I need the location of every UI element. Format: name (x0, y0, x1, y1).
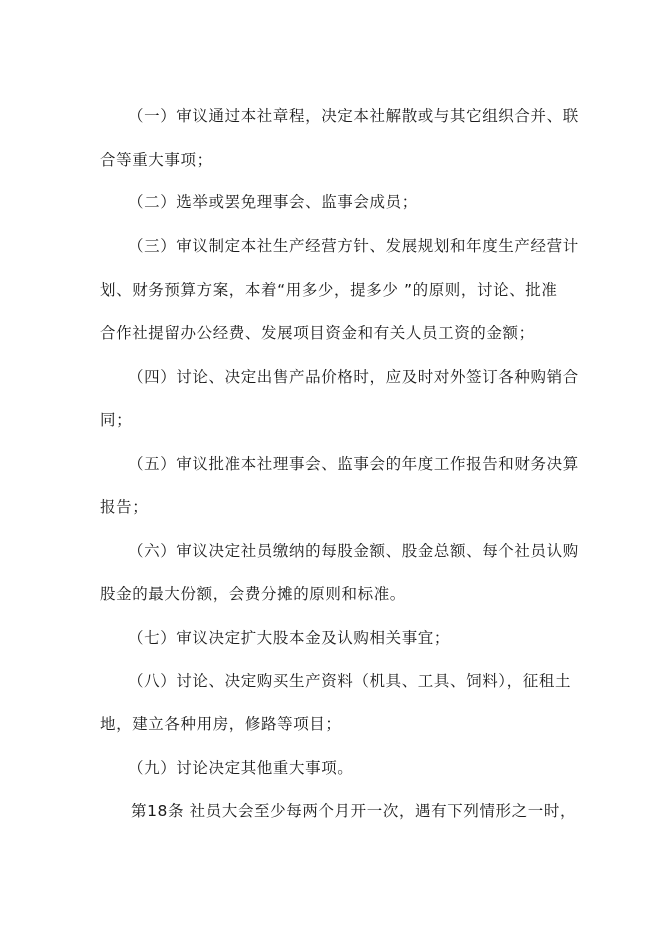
item-8-line-1: （八）讨论、决定购买生产资料（机具、工具、饲料），征租土 (128, 672, 572, 690)
item-5-line-2: 报告； (100, 498, 149, 516)
item-3-line-1: （三）审议制定本社生产经营方针、发展规划和年度生产经营计 (128, 237, 579, 255)
item-5-line-1: （五）审议批准本社理事会、监事会的年度工作报告和财务决算 (128, 455, 579, 473)
item-3-line-3: 合作社提留办公经费、发展项目资金和有关人员工资的金额； (100, 324, 535, 342)
item-9-line-1: （九）讨论决定其他重大事项。 (128, 759, 354, 777)
item-2-line-1: （二）选举或罢免理事会、监事会成员； (128, 193, 418, 211)
item-6-line-1: （六）审议决定社员缴纳的每股金额、股金总额、每个社员认购 (128, 542, 579, 560)
item-8-line-2: 地，建立各种用房，修路等项目； (100, 715, 342, 733)
item-4-line-2: 同； (100, 411, 133, 429)
item-1-line-2: 合等重大事项； (100, 151, 213, 169)
item-6-line-2: 股金的最大份额，会费分摊的原则和标准。 (100, 585, 406, 603)
item-1-line-1: （一）审议通过本社章程，决定本社解散或与其它组织合并、联 (128, 107, 579, 125)
item-7-line-1: （七）审议决定扩大股本金及认购相关事宜； (128, 629, 451, 647)
item-3-line-2: 划、财务预算方案，本着“用多少，提多少 ”的原则，讨论、批准 (100, 281, 558, 299)
article-18-line-1: 第18条 社员大会至少每两个月开一次，遇有下列情形之一时， (131, 802, 577, 820)
item-4-line-1: （四）讨论、决定出售产品价格时，应及时对外签订各种购销合 (128, 368, 579, 386)
